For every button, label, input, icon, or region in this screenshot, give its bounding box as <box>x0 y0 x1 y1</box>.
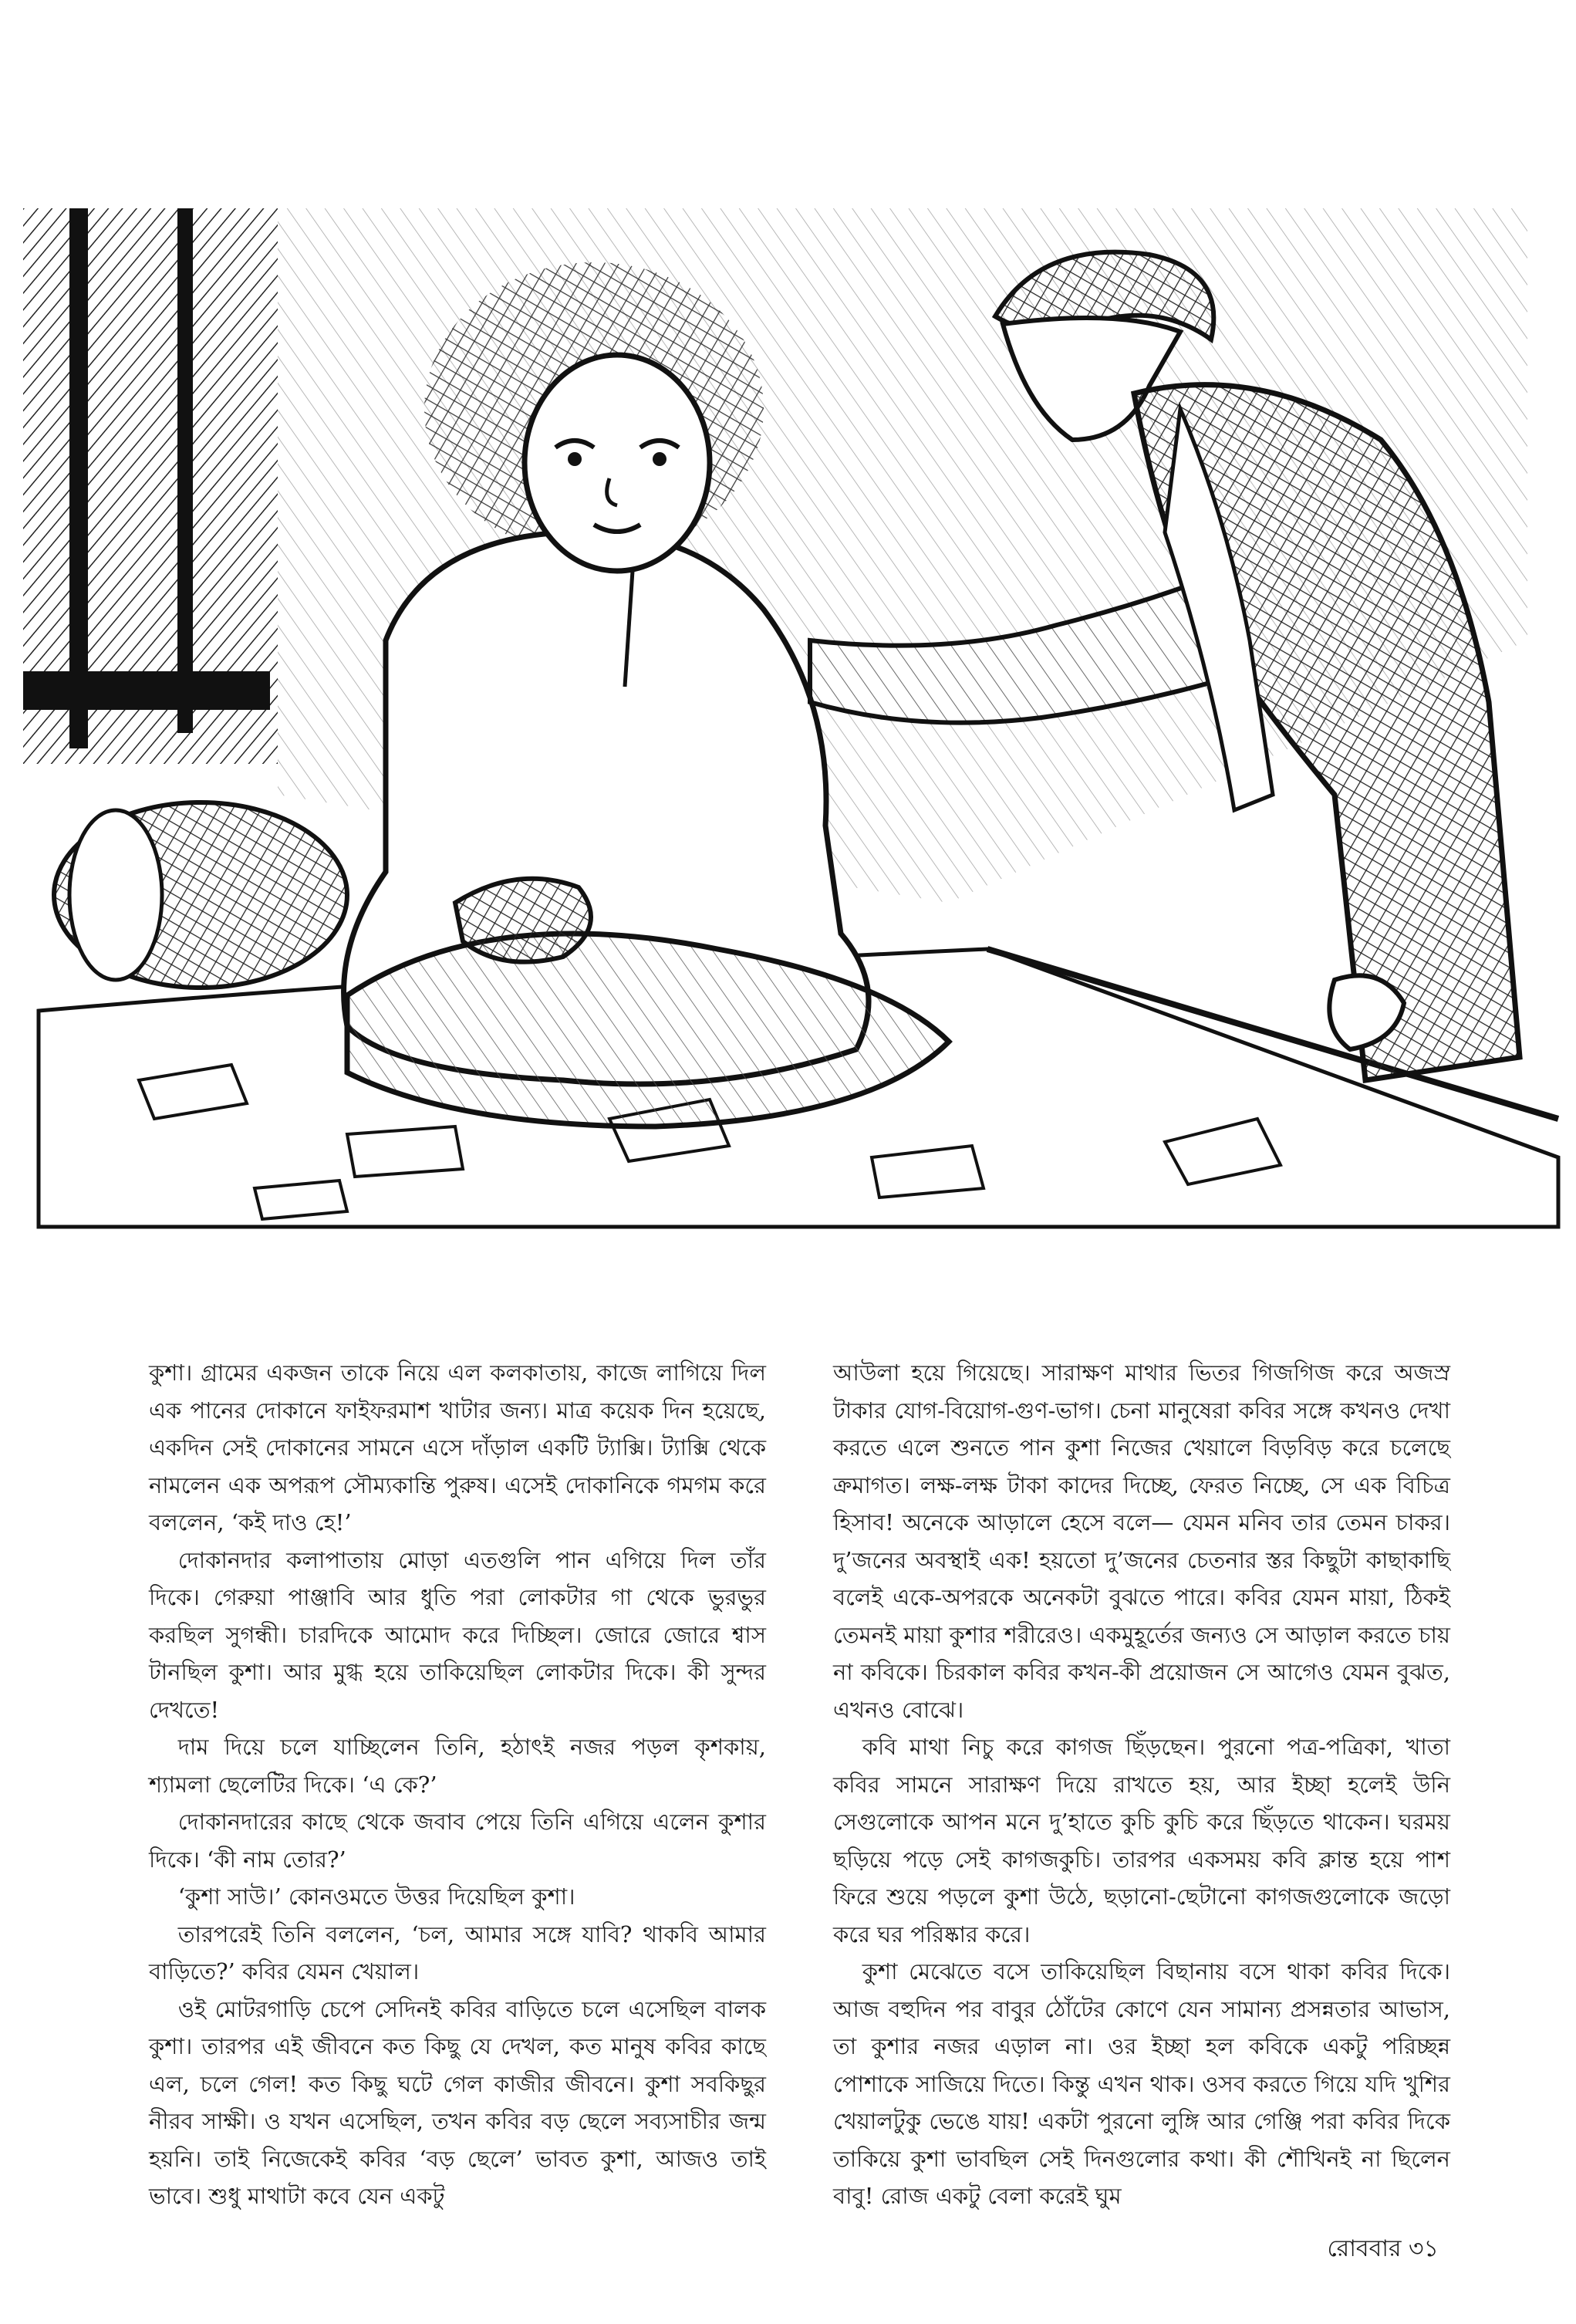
paragraph: দোকানদার কলাপাতায় মোড়া এতগুলি পান এগিয়ে দিল তাঁর দিকে। গেরুয়া পাঞ্জাবি আর ধুতি পরা লোকটার গা থেকে ভুরভুর করছিল সুগন্ধী। চারদিকে আমোদ করে দিচ্ছিল। জোরে জোরে শ্বাস টানছিল কুশা। আর মুগ্ধ হয়ে তাকিয়েছিল লোকটার দিকে। কী সুন্দর দেখতে! <box>149 1546 766 1723</box>
paragraph: তারপরেই তিনি বললেন, ‘চল, আমার সঙ্গে যাবি? থাকবি আমার বাড়িতে?’ কবির যেমন খেয়াল। <box>149 1920 766 1985</box>
illustration <box>23 208 1566 1242</box>
paragraph: কুশা মেঝেতে বসে তাকিয়েছিল বিছানায় বসে থাকা কবির দিকে। আজ বহুদিন পর বাবুর ঠোঁটের কোণে যেন সামান্য প্রসন্নতার আভাস, তা কুশার নজর এড়াল না। ওর ইচ্ছা হল কবিকে একটু পরিচ্ছন্ন পোশাকে সাজিয়ে দিতে। কিন্তু এখন থাক। ওসব করতে গিয়ে যদি খুশির খেয়ালটুকু ভেঙে যায়! একটা পুরনো লুঙ্গি আর গেঞ্জি পরা কবির দিকে তাকিয়ে কুশা ভাবছিল সেই দিনগুলোর কথা। কী শৌখিনই না ছিলেন বাবু! রোজ একটু বেলা করেই ঘুম <box>833 1958 1450 2209</box>
left-column <box>149 1354 766 2215</box>
paragraph: দোকানদারের কাছে থেকে জবাব পেয়ে তিনি এগিয়ে এলেন কুশার দিকে। ‘কী নাম তোর?’ <box>149 1809 766 1873</box>
paragraph: কবি মাথা নিচু করে কাগজ ছিঁড়ছেন। পুরনো পত্র-পত্রিকা, খাতা কবির সামনে সারাক্ষণ দিয়ে রাখতে হয়, আর ইচ্ছা হলেই উনি সেগুলোকে আপন মনে দু’হাতে কুচি কুচি করে ছিঁড়তে থাকেন। ঘরময় ছড়িয়ে পড়ে সেই কাগজকুচি। তারপর একসময় কবি ক্লান্ত হয়ে পাশ ফিরে শুয়ে পড়লে কুশা উঠে, ছড়ানো-ছেটানো কাগজগুলোকে জড়ো করে ঘর পরিষ্কার করে। <box>833 1734 1450 1947</box>
paragraph: দাম দিয়ে চলে যাচ্ছিলেন তিনি, হঠাৎই নজর পড়ল কৃশকায়, শ্যামলা ছেলেটির দিকে। ‘এ কে?’ <box>149 1734 766 1798</box>
paragraph: ‘কুশা সাউ।’ কোনওমতে উত্তর দিয়েছিল কুশা। <box>177 1883 575 1910</box>
paragraph: কুশা। গ্রামের একজন তাকে নিয়ে এল কলকাতায়, কাজে লাগিয়ে দিল এক পানের দোকানে ফাইফরমাশ খাটার জন্য। মাত্র কয়েক দিন হয়েছে, একদিন সেই দোকানের সামনে এসে দাঁড়াল একটি ট্যাক্সি। ট্যাক্সি থেকে নামলেন এক অপরূপ সৌম্যকান্তি পুরুষ। এসেই দোকানিকে গমগম করে বললেন, ‘কই দাও হে!’ <box>149 1360 766 1535</box>
bolster-pillow <box>54 802 347 988</box>
paragraph: আউলা হয়ে গিয়েছে। সারাক্ষণ মাথার ভিতর গিজগিজ করে অজস্র টাকার যোগ-বিয়োগ-গুণ-ভাগ। চেনা মানুষেরা কবির সঙ্গে কখনও দেখা করতে এলে শুনতে পান কুশা নিজের খেয়ালে বিড়বিড় করে চলেছে ক্রমাগত। লক্ষ-লক্ষ টাকা কাদের দিচ্ছে, ফেরত নিচ্ছে, সে এক বিচিত্র হিসাব! অনেকে আড়ালে হেসে বলে— যেমন মনিব তার তেমন চাকর। দু’জনের অবস্থাই এক! হয়তো দু’জনের চেতনার স্তর কিছুটা কাছাকাছি বলেই একে-অপরকে অনেকটা বুঝতে পারে। কবির যেমন মায়া, ঠিকই তেমনই মায়া কুশার শরীরেও। একমুহূর্তের জন্যও সে আড়াল করতে চায় না কবিকে। চিরকাল কবির কখন-কী প্রয়োজন সে আগেও যেমন বুঝত, এখনও বোঝে। <box>833 1360 1450 1723</box>
page-folio: রোববার ৩১ <box>1327 2235 1439 2262</box>
paragraph: ওই মোটরগাড়ি চেপে সেদিনই কবির বাড়িতে চলে এসেছিল বালক কুশা। তারপর এই জীবনে কত কিছু যে দেখল, কত মানুষ কবির কাছে এল, চলে গেল! কত কিছু ঘটে গেল কাজীর জীবনে। কুশা সবকিছুর নীরব সাক্ষী। ও যখন এসেছিল, তখন কবির বড় ছেলে সব্যসাচীর জন্ম হয়নি। তাই নিজেকেই কবির ‘বড় ছেলে’ ভাবত কুশা, আজও তাই ভাবে। শুধু মাথাটা কবে যেন একটু <box>149 1995 766 2209</box>
window-shutters <box>23 208 278 764</box>
right-column <box>833 1354 1450 2215</box>
